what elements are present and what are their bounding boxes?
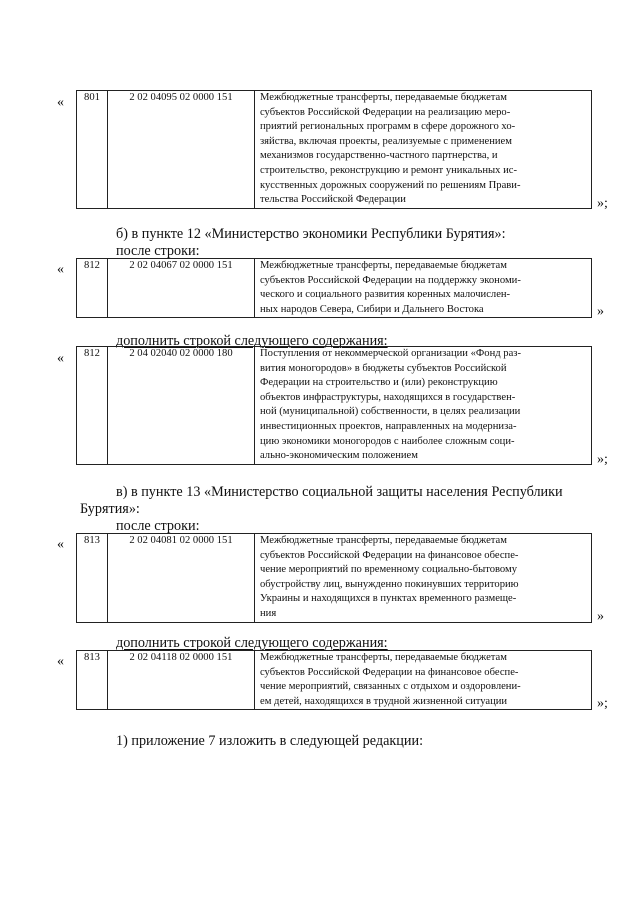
description-line: Поступления от некоммерческой организации «Фонд раз- <box>260 348 521 359</box>
close-quote: » <box>597 304 604 319</box>
kbk-cell: 2 02 04118 02 0000 151 <box>108 651 255 710</box>
code-cell: 812 <box>77 259 108 318</box>
description-line: ния <box>260 607 277 619</box>
table-row <box>76 90 592 209</box>
kbk-cell: 2 02 04095 02 0000 151 <box>108 91 255 209</box>
description-line: чение мероприятий по временному социально-бытовому <box>260 564 518 576</box>
description-line: механизмов государственно-частного партнерства, и <box>260 150 498 162</box>
table-row <box>76 346 592 465</box>
code-cell: 801 <box>77 91 108 209</box>
description-line: строительство, реконструкцию и ремонт уникальных ис- <box>260 164 517 176</box>
table-row <box>76 533 592 623</box>
open-quote: « <box>57 95 64 110</box>
description-line: обустройству лиц, вынужденно покинувших территорию <box>260 578 519 590</box>
description-line: Федерации на строительство и (или) реконструкцию <box>260 377 498 389</box>
table-row <box>76 258 592 318</box>
description-line: кусственных дорожных сооружений по решениям Прави- <box>260 179 521 191</box>
kbk-cell: 2 04 02040 02 0000 180 <box>108 347 255 465</box>
code-cell: 813 <box>77 651 108 710</box>
description-line: ческого и социального развития коренных малочислен- <box>260 289 511 301</box>
description-line: Межбюджетные трансферты, передаваемые бюджетам <box>260 92 507 103</box>
code-cell: 812 <box>77 347 108 465</box>
description-line: зяйства, включая проекты, реализуемые с применением <box>260 135 512 147</box>
description-line: ем детей, находящихся в трудной жизненной ситуации <box>260 695 508 707</box>
description-line: цию экономики моногородов с наиболее сложным соци- <box>260 435 515 447</box>
description-line: Межбюджетные трансферты, передаваемые бюджетам <box>260 260 507 271</box>
description-cell <box>255 534 592 623</box>
close-quote: »; <box>597 452 608 467</box>
description-line: ально-экономическим положением <box>260 450 418 462</box>
description-line: субъектов Российской Федерации на поддержку экономи- <box>260 274 521 286</box>
description-cell <box>255 651 592 710</box>
description-line: объектов инфраструктуры, находящихся в государствен- <box>260 391 516 403</box>
close-quote: »; <box>597 196 608 211</box>
code-cell: 813 <box>77 534 108 623</box>
description-line: субъектов Российской Федерации на финансовое обеспе- <box>260 549 519 561</box>
table-row <box>76 650 592 710</box>
open-quote: « <box>57 537 64 552</box>
description-line: приятий региональных программ в сфере дорожного хо- <box>260 121 516 133</box>
paragraph-b: б) в пункте 12 «Министерство экономики Республики Бурятия»: <box>116 226 506 242</box>
description-line: вития моногородов» в бюджеты субъектов Российской <box>260 362 507 374</box>
open-quote: « <box>57 262 64 277</box>
description-cell <box>255 259 592 318</box>
supplement-label: дополнить строкой следующего содержания: <box>116 635 388 651</box>
description-cell <box>255 347 592 465</box>
description-line: ной (муниципальной) собственности, в целях реализации <box>260 406 521 418</box>
kbk-cell: 2 02 04081 02 0000 151 <box>108 534 255 623</box>
description-line: субъектов Российской Федерации на реализацию меро- <box>260 106 511 118</box>
paragraph-v: в) в пункте 13 «Министерство социальной защиты населения Республики <box>116 484 563 500</box>
item-1: 1) приложение 7 изложить в следующей редакции: <box>116 733 424 749</box>
after-row-label: после строки: <box>116 518 200 534</box>
supplement-label: дополнить строкой следующего содержания: <box>116 333 388 349</box>
description-line: субъектов Российской Федерации на финансовое обеспе- <box>260 666 519 678</box>
after-row-label: после строки: <box>116 243 200 259</box>
description-line: ных народов Севера, Сибири и Дальнего Востока <box>260 303 484 315</box>
description-cell <box>255 91 592 209</box>
description-line: Украины и находящихся в пунктах временного размеще- <box>260 593 517 605</box>
description-line: Межбюджетные трансферты, передаваемые бюджетам <box>260 535 507 546</box>
close-quote: »; <box>597 696 608 711</box>
description-line: инвестиционных проектов, направленных на модерниза- <box>260 420 517 432</box>
description-line: тельства Российской Федерации <box>260 194 406 206</box>
open-quote: « <box>57 654 64 669</box>
description-line: Межбюджетные трансферты, передаваемые бюджетам <box>260 652 507 663</box>
open-quote: « <box>57 351 64 366</box>
close-quote: » <box>597 609 604 624</box>
paragraph-v-continued: Бурятия»: <box>80 501 140 517</box>
kbk-cell: 2 02 04067 02 0000 151 <box>108 259 255 318</box>
description-line: чение мероприятий, связанных с отдыхом и оздоровлени- <box>260 681 521 693</box>
